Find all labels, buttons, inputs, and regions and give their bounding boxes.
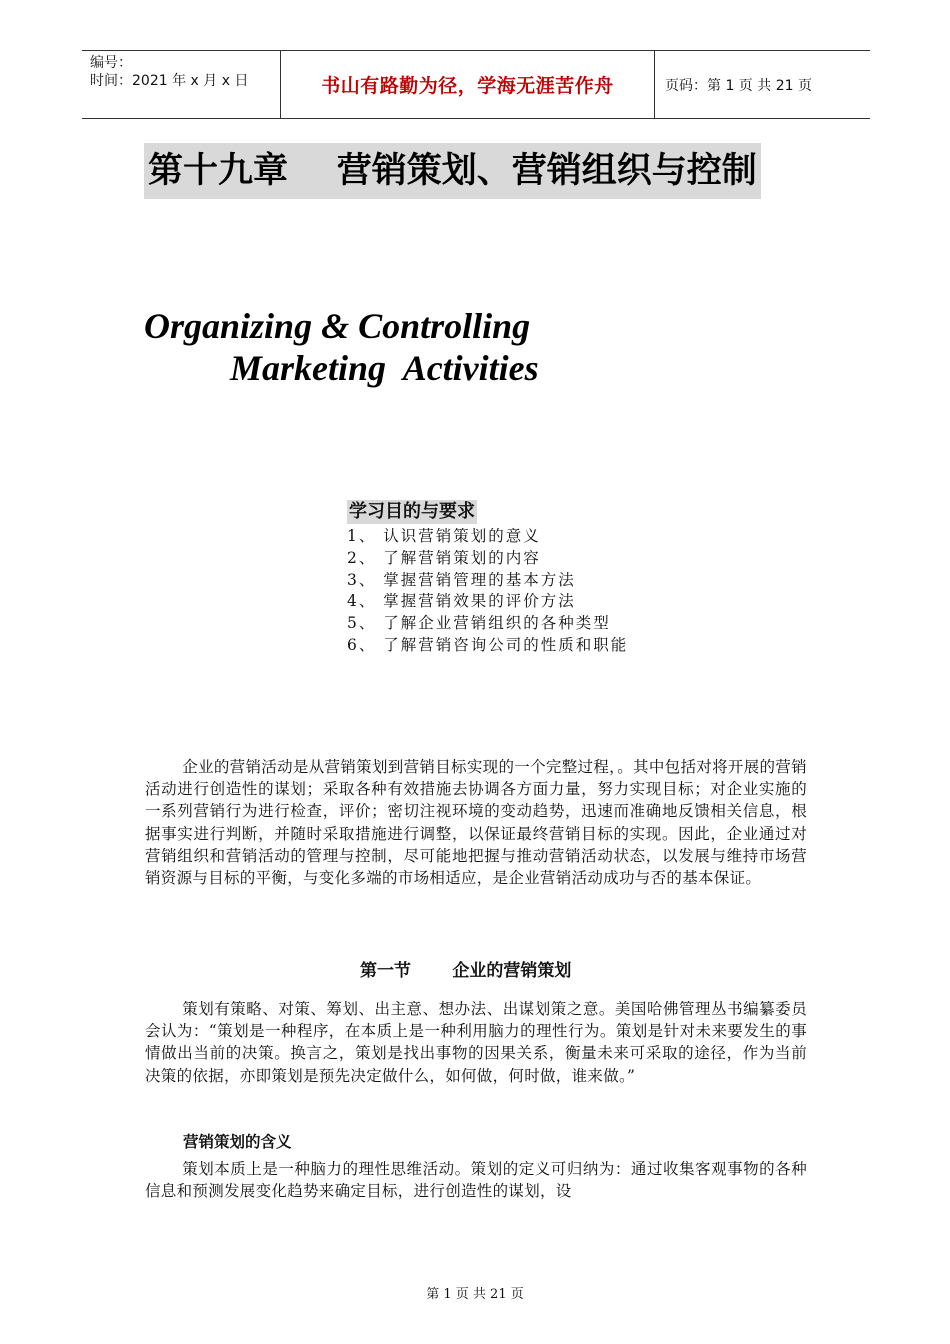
english-title-line1: Organizing & Controlling — [144, 306, 531, 346]
document-time-label: 时间：2021 年 x 月 x 日 — [90, 73, 249, 89]
english-title-line2: Marketing Activities — [230, 348, 539, 388]
objective-item: 6、 了解营销咨询公司的性质和职能 — [347, 635, 629, 654]
section-paragraph: 策划有策略、对策、筹划、出主意、想办法、出谋划策之意。美国哈佛管理丛书编纂委员会认为：“策划是一种程序，在本质上是一种利用脑力的理性行为。策划是针对未来要发生的事情做出当前的决策。换言之，策划是找出事物的因果关系，衡量未来可采取的途径，作为当前决策的依据，亦即策划是预先决定做什么，如何做，何时做，谁来做。” — [145, 1000, 807, 1085]
objective-item: 1、 认识营销策划的意义 — [347, 527, 541, 545]
objective-item: 5、 了解企业营销组织的各种类型 — [347, 614, 611, 633]
objectives-heading: 学习目的与要求 — [349, 501, 475, 522]
section-title: 第一节 企业的营销策划 — [360, 961, 572, 981]
objective-item: 3、 掌握营销管理的基本方法 — [347, 570, 576, 589]
document-number-label: 编号： — [90, 55, 132, 71]
objective-item: 4、 掌握营销效果的评价方法 — [347, 592, 576, 611]
header-page-info: 页码：第 1 页 共 21 页 — [665, 77, 812, 94]
chapter-title: 第十九章 营销策划、营销组织与控制 — [144, 143, 761, 199]
header-meta — [82, 51, 281, 118]
page-footer: 第 1 页 共 21 页 — [426, 1287, 524, 1302]
objectives-list — [347, 526, 628, 657]
objective-item: 2、 了解营销策划的内容 — [347, 548, 541, 567]
sub-heading: 营销策划的含义 — [183, 1133, 292, 1151]
intro-paragraph: 企业的营销活动是从营销策划到营销目标实现的一个完整过程，。其中包括对将开展的营销活动进行创造性的谋划；采取各种有效措施去协调各方面力量，努力实现目标；对企业实施的一系列营销行为进行检查，评价；密切注视环境的变动趋势，迅速而准确地反馈相关信息，根据事实进行判断，并随时采取措施进行调整，以保证最终营销目标的实现。因此，企业通过对营销组织和营销活动的管理与控制，尽可能地把握与推动营销活动状态，以发展与维持市场营销资源与目标的平衡，与变化多端的市场相适应，是企业营销活动成功与否的基本保证。 — [145, 758, 807, 888]
header-motto: 书山有路勤为径，学海无涯苦作舟 — [281, 51, 655, 118]
page-header — [82, 50, 870, 119]
sub-paragraph: 策划本质上是一种脑力的理性思维活动。策划的定义可归纳为：通过收集客观事物的各种信息和预测发展变化趋势来确定目标，进行创造性的谋划，设 — [145, 1160, 807, 1201]
